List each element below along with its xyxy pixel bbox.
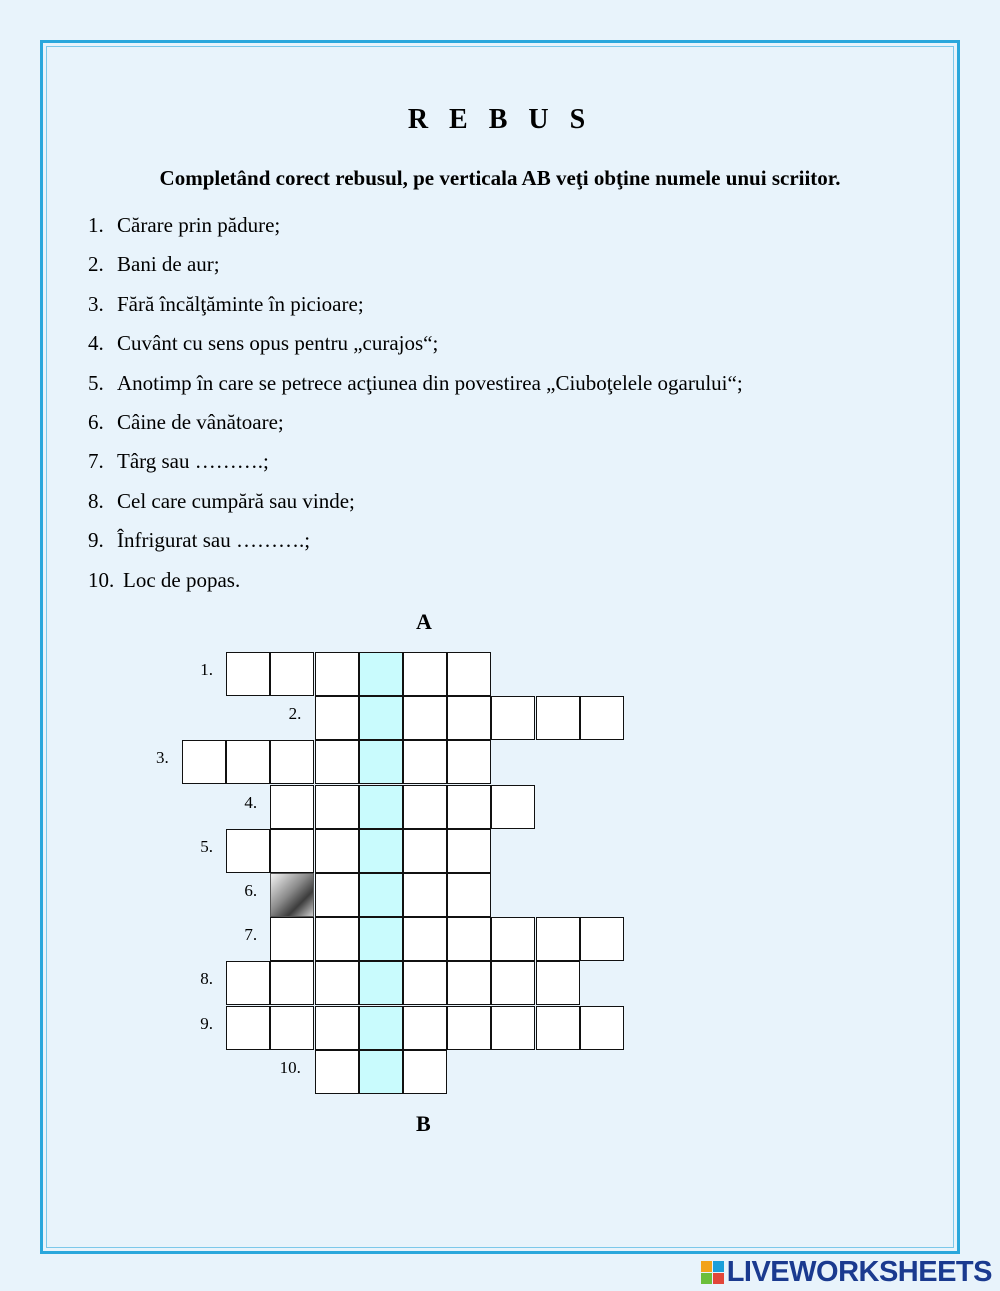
key-column-cell[interactable] <box>359 1050 403 1094</box>
row-number-label: 8. <box>200 969 213 989</box>
crossword-cell[interactable] <box>491 1006 535 1050</box>
clue-text: Înfrigurat sau ……….; <box>117 528 311 553</box>
key-column-cell[interactable] <box>359 740 403 784</box>
key-column-cell[interactable] <box>359 696 403 740</box>
row-number-label: 10. <box>279 1057 301 1077</box>
crossword-cell[interactable] <box>447 696 491 740</box>
crossword-cell[interactable] <box>580 696 624 740</box>
vertical-label-b: B <box>416 1111 431 1136</box>
crossword-cell[interactable] <box>403 961 447 1005</box>
clue-number: 6. <box>88 409 104 434</box>
crossword-cell[interactable] <box>403 652 447 696</box>
row-number-label: 7. <box>244 925 258 945</box>
crossword-cell[interactable] <box>270 740 314 784</box>
crossword-cell[interactable] <box>447 829 491 873</box>
clue-number: 5. <box>88 370 104 395</box>
clue-text: Cărare prin pădure; <box>117 213 281 237</box>
key-column-cell[interactable] <box>359 785 403 829</box>
crossword-cell[interactable] <box>447 652 491 696</box>
clue-text: Târg sau ……….; <box>117 449 269 474</box>
key-column-cell[interactable] <box>359 1006 403 1050</box>
crossword-cell[interactable] <box>226 740 270 784</box>
logo-mark-icon <box>701 1261 724 1284</box>
clue-text: Cel care cumpără sau vinde; <box>117 488 355 513</box>
key-column-cell[interactable] <box>359 961 403 1005</box>
row-number-label: 2. <box>288 704 302 724</box>
crossword-cell[interactable] <box>226 1006 270 1050</box>
row-number-label: 6. <box>244 881 258 900</box>
crossword-cell[interactable] <box>536 1006 580 1050</box>
crossword-cell[interactable] <box>536 961 580 1005</box>
instructions: Completând corect rebusul, pe verticala AB veţi obţine numele unui scriitor. <box>159 166 841 190</box>
logo-text: LIVEWORKSHEETS <box>726 1255 992 1288</box>
clue-text: Loc de popas. <box>123 567 241 592</box>
crossword-cell <box>270 873 314 917</box>
clue-number: 1. <box>88 213 104 237</box>
crossword-cell[interactable] <box>536 917 580 961</box>
crossword-cell[interactable] <box>403 785 447 829</box>
crossword-cell[interactable] <box>491 785 535 829</box>
liveworksheets-logo <box>701 1257 992 1287</box>
crossword-cell[interactable] <box>270 785 314 829</box>
clue-number: 9. <box>88 528 104 553</box>
row-number-label: 1. <box>200 660 213 679</box>
crossword-cell[interactable] <box>403 917 447 961</box>
crossword-cell[interactable] <box>315 961 359 1005</box>
row-number-label: 9. <box>200 1013 213 1033</box>
crossword-cell[interactable] <box>315 740 359 784</box>
crossword-cell[interactable] <box>447 961 491 1005</box>
crossword-cell[interactable] <box>403 873 447 917</box>
crossword-cell[interactable] <box>270 961 314 1005</box>
crossword-cell[interactable] <box>315 917 359 961</box>
crossword-cell[interactable] <box>403 1050 447 1094</box>
clue-text: Bani de aur; <box>117 252 220 277</box>
crossword-cell[interactable] <box>315 1006 359 1050</box>
crossword-cell[interactable] <box>226 829 270 873</box>
clue-number: 7. <box>88 449 104 474</box>
clue-number: 8. <box>88 488 104 513</box>
clue-text: Câine de vânătoare; <box>117 409 284 434</box>
key-column-cell[interactable] <box>359 652 403 696</box>
crossword-cell[interactable] <box>447 740 491 784</box>
row-number-label: 4. <box>244 792 258 812</box>
crossword-cell[interactable] <box>447 917 491 961</box>
row-number-label: 5. <box>200 836 213 856</box>
crossword-cell[interactable] <box>270 1006 314 1050</box>
clue-number: 3. <box>88 291 104 316</box>
crossword-cell[interactable] <box>447 785 491 829</box>
crossword-cell[interactable] <box>447 1006 491 1050</box>
crossword-cell[interactable] <box>270 917 314 961</box>
crossword-cell[interactable] <box>270 652 314 696</box>
crossword-cell[interactable] <box>182 740 226 784</box>
clue-text: Anotimp în care se petrece acţiunea din povestirea „Ciuboţelele ogarului“; <box>117 370 743 395</box>
crossword-cell[interactable] <box>226 652 270 696</box>
crossword-cell[interactable] <box>491 696 535 740</box>
crossword-cell[interactable] <box>315 785 359 829</box>
crossword-cell[interactable] <box>315 696 359 740</box>
crossword-cell[interactable] <box>315 652 359 696</box>
key-column-cell[interactable] <box>359 917 403 961</box>
clue-number: 2. <box>88 252 104 277</box>
crossword-cell[interactable] <box>403 696 447 740</box>
crossword-cell[interactable] <box>403 740 447 784</box>
crossword-cell[interactable] <box>491 917 535 961</box>
crossword-cell[interactable] <box>491 961 535 1005</box>
row-number-label: 3. <box>156 748 169 768</box>
crossword-cell[interactable] <box>403 1006 447 1050</box>
crossword-cell[interactable] <box>536 696 580 740</box>
crossword-cell[interactable] <box>315 1050 359 1094</box>
key-column-cell[interactable] <box>359 829 403 873</box>
crossword-cell[interactable] <box>270 829 314 873</box>
crossword-cell[interactable] <box>447 873 491 917</box>
page-title: R E B U S <box>407 104 593 135</box>
vertical-label-a: A <box>416 609 432 634</box>
crossword-cell[interactable] <box>315 873 359 917</box>
clue-text: Cuvânt cu sens opus pentru „curajos“; <box>117 331 439 356</box>
clue-number: 10. <box>88 567 115 592</box>
clue-number: 4. <box>88 331 104 356</box>
crossword-cell[interactable] <box>403 829 447 873</box>
crossword-cell[interactable] <box>226 961 270 1005</box>
crossword-cell[interactable] <box>315 829 359 873</box>
key-column-cell[interactable] <box>359 873 403 917</box>
crossword-cell[interactable] <box>580 1006 624 1050</box>
crossword-cell[interactable] <box>580 917 624 961</box>
clue-text: Fără încălţăminte în picioare; <box>117 291 364 316</box>
